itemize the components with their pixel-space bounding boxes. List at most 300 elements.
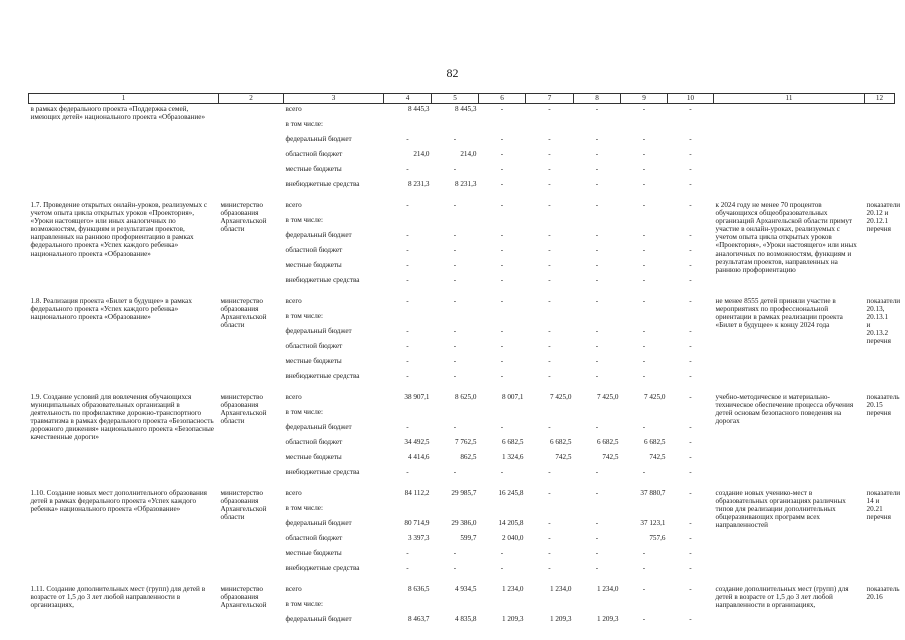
funding-source: в том числе: bbox=[285, 408, 323, 416]
funding-value: - bbox=[689, 615, 692, 623]
funding-value: - bbox=[689, 423, 692, 431]
funding-value bbox=[384, 599, 432, 614]
responsible-executor: министерство образования Архангельской области bbox=[220, 489, 267, 522]
funding-value bbox=[621, 311, 668, 326]
funding-value: - bbox=[595, 105, 599, 113]
funding-value: - bbox=[689, 105, 692, 113]
funding-source: всего bbox=[285, 297, 302, 305]
funding-source: областной бюджет bbox=[285, 150, 343, 158]
funding-value: - bbox=[689, 585, 692, 593]
funding-value: 1 209,3 bbox=[596, 615, 619, 623]
funding-source: всего bbox=[285, 393, 302, 401]
funding-value: 6 682,5 bbox=[549, 438, 572, 446]
funding-source: местные бюджеты bbox=[285, 165, 342, 173]
activity-name: 1.8. Реализация проекта «Билет в будущее» в рамках федерального проекта «Успех каждого ребенка» национального проекта «Образование» bbox=[30, 297, 192, 322]
funding-source: внебюджетные средства bbox=[285, 372, 360, 380]
funding-value: - bbox=[500, 549, 504, 557]
funding-value: - bbox=[453, 549, 457, 557]
funding-value: 8 007,1 bbox=[501, 393, 524, 401]
funding-value: - bbox=[453, 201, 457, 209]
funding-value bbox=[432, 407, 479, 422]
funding-value bbox=[384, 215, 432, 230]
funding-value bbox=[384, 407, 432, 422]
column-header-2: 2 bbox=[219, 94, 284, 104]
funding-value bbox=[574, 407, 621, 422]
funding-value: - bbox=[689, 327, 692, 335]
indicator-reference: показатели 20.13, 20.13.1 и 20.13.2 перечня bbox=[866, 297, 901, 346]
funding-value: - bbox=[406, 372, 409, 380]
funding-value: - bbox=[548, 165, 551, 173]
funding-value: 8 625,0 bbox=[454, 393, 477, 401]
funding-value: - bbox=[595, 261, 599, 269]
funding-source: в том числе: bbox=[285, 600, 323, 608]
funding-value: - bbox=[595, 534, 599, 542]
table-row bbox=[29, 392, 895, 407]
funding-value: - bbox=[453, 276, 457, 284]
funding-value: - bbox=[548, 372, 551, 380]
funding-value: - bbox=[642, 342, 646, 350]
funding-value: 7 762,5 bbox=[454, 438, 477, 446]
funding-value: 29 985,7 bbox=[451, 489, 477, 497]
funding-value: - bbox=[595, 246, 599, 254]
indicator-reference: показатели 14 и 20.21 перечня bbox=[866, 489, 901, 522]
funding-value bbox=[621, 119, 668, 134]
funding-value: 8 231,3 bbox=[407, 180, 430, 188]
funding-value: - bbox=[595, 180, 599, 188]
funding-value: - bbox=[500, 165, 504, 173]
funding-value: - bbox=[595, 489, 599, 497]
funding-value: - bbox=[595, 135, 599, 143]
funding-value: 742,5 bbox=[555, 453, 572, 461]
funding-source: в том числе: bbox=[285, 216, 323, 224]
funding-value: - bbox=[500, 246, 504, 254]
funding-value: - bbox=[689, 468, 692, 476]
funding-value: - bbox=[689, 261, 692, 269]
funding-value: - bbox=[689, 453, 692, 461]
table-row bbox=[29, 488, 895, 503]
funding-value: - bbox=[689, 549, 692, 557]
funding-value: - bbox=[453, 423, 457, 431]
funding-source: областной бюджет bbox=[285, 534, 343, 542]
expected-result bbox=[714, 104, 865, 195]
funding-value: - bbox=[642, 297, 646, 305]
funding-value: - bbox=[689, 519, 692, 527]
funding-value bbox=[432, 503, 479, 518]
funding-value bbox=[621, 599, 668, 614]
funding-value: - bbox=[500, 150, 504, 158]
column-header-3: 3 bbox=[284, 94, 384, 104]
funding-value: 16 245,8 bbox=[498, 489, 524, 497]
responsible-executor bbox=[219, 104, 284, 195]
funding-value: - bbox=[595, 549, 599, 557]
funding-value: - bbox=[453, 468, 457, 476]
column-header-5: 5 bbox=[432, 94, 479, 104]
column-header-7: 7 bbox=[526, 94, 574, 104]
responsible-executor: министерство образования Архангельской bbox=[220, 585, 267, 610]
funding-value bbox=[384, 311, 432, 326]
funding-value: 34 492,5 bbox=[404, 438, 430, 446]
funding-value bbox=[526, 311, 574, 326]
funding-value: - bbox=[548, 135, 551, 143]
funding-value: - bbox=[595, 276, 599, 284]
funding-value: - bbox=[406, 261, 409, 269]
funding-value: - bbox=[642, 549, 646, 557]
funding-value: - bbox=[642, 150, 646, 158]
funding-value: - bbox=[548, 423, 551, 431]
funding-source: областной бюджет bbox=[285, 438, 343, 446]
funding-source: внебюджетные средства bbox=[285, 468, 360, 476]
funding-value: 6 682,5 bbox=[643, 438, 666, 446]
funding-value: - bbox=[689, 489, 692, 497]
activity-name: 1.10. Создание новых мест дополнительного образования детей в рамках федерального проекта «Успех каждого ребенка» национального проекта «Образование» bbox=[30, 489, 207, 514]
funding-value: - bbox=[548, 231, 551, 239]
funding-value: 37 123,1 bbox=[640, 519, 666, 527]
funding-value: - bbox=[642, 261, 646, 269]
funding-value: - bbox=[500, 297, 504, 305]
funding-value: - bbox=[406, 276, 409, 284]
funding-value: 1 234,0 bbox=[549, 585, 572, 593]
funding-value: 38 907,1 bbox=[404, 393, 430, 401]
funding-value: - bbox=[642, 180, 646, 188]
expected-result: не менее 8555 детей приняли участие в мероприятиях по профессиональной ориентации в рамках реализации проекта «Билет в будущее» к концу 2024 года bbox=[715, 297, 843, 330]
funding-value: - bbox=[595, 150, 599, 158]
funding-value: - bbox=[453, 231, 457, 239]
table-row bbox=[29, 584, 895, 599]
funding-value: - bbox=[595, 297, 599, 305]
column-header-12: 12 bbox=[865, 94, 895, 104]
funding-value: 862,5 bbox=[460, 453, 477, 461]
funding-value: - bbox=[406, 357, 409, 365]
funding-value: - bbox=[453, 135, 457, 143]
table-row bbox=[29, 296, 895, 311]
funding-value: - bbox=[548, 549, 551, 557]
funding-value bbox=[479, 407, 526, 422]
funding-value bbox=[668, 503, 714, 518]
activity-name: 1.7. Проведение открытых онлайн-уроков, реализуемых с учетом опыта цикла открытых уроков «Проектория», «Уроки настоящего» или иных аналогичных по возможностям, функциям и результатам проектов, направленных на раннюю профориентацию в рамках федерального проекта «Успех каждого ребенка» национального проекта «Образование» bbox=[30, 201, 208, 258]
funding-source: федеральный бюджет bbox=[285, 519, 352, 527]
funding-source: всего bbox=[285, 105, 302, 113]
funding-value bbox=[479, 599, 526, 614]
expected-result: к 2024 году не менее 70 процентов обучающихся общеобразовательных организаций Архангельской области примут участие в онлайн-уроках, реализуемых с учетом опыта цикла открытых уроков «Проектория», «Уроки настоящего» или иных аналогичных по возможностям, функциям и результатам проектов, направленных на раннюю профориентацию bbox=[715, 201, 857, 274]
funding-value: - bbox=[453, 165, 457, 173]
funding-value bbox=[526, 119, 574, 134]
funding-value: - bbox=[500, 564, 504, 572]
funding-value bbox=[432, 215, 479, 230]
funding-value: - bbox=[500, 372, 504, 380]
funding-value bbox=[668, 311, 714, 326]
funding-source: местные бюджеты bbox=[285, 261, 342, 269]
funding-source: всего bbox=[285, 201, 302, 209]
funding-value: 7 425,0 bbox=[549, 393, 572, 401]
funding-value: - bbox=[642, 423, 646, 431]
funding-value bbox=[668, 599, 714, 614]
program-table bbox=[28, 93, 901, 629]
column-number-row bbox=[29, 94, 895, 104]
funding-value: - bbox=[548, 246, 551, 254]
funding-value: 2 040,0 bbox=[501, 534, 524, 542]
responsible-executor: министерство образования Архангельской области bbox=[220, 393, 267, 426]
funding-value: - bbox=[689, 180, 692, 188]
funding-value bbox=[668, 407, 714, 422]
column-header-4: 4 bbox=[384, 94, 432, 104]
funding-value: 1 234,0 bbox=[501, 585, 524, 593]
funding-value: - bbox=[500, 468, 504, 476]
indicator-reference: показатель 20.15 перечня bbox=[866, 393, 900, 418]
funding-value: - bbox=[548, 342, 551, 350]
funding-value: - bbox=[642, 165, 646, 173]
funding-value: 214,0 bbox=[460, 150, 477, 158]
activity-name: 1.9. Создание условий для вовлечения обучающихся муниципальных образовательных организаций в деятельность по профилактике дорожно-транспортного травматизма в рамках федерального проекта «Безопасность дорожного движения» национального проекта «Безопасные качественные дороги» bbox=[30, 393, 214, 442]
funding-value: - bbox=[689, 564, 692, 572]
funding-value: 8 231,3 bbox=[454, 180, 477, 188]
funding-value: - bbox=[406, 201, 409, 209]
funding-value: 7 425,0 bbox=[643, 393, 666, 401]
funding-source: внебюджетные средства bbox=[285, 564, 360, 572]
funding-value: - bbox=[500, 357, 504, 365]
funding-value: - bbox=[642, 468, 646, 476]
funding-value: - bbox=[406, 165, 409, 173]
funding-value: - bbox=[595, 423, 599, 431]
funding-value bbox=[384, 119, 432, 134]
funding-value: - bbox=[406, 246, 409, 254]
funding-source: областной бюджет bbox=[285, 246, 343, 254]
funding-value: - bbox=[689, 534, 692, 542]
funding-value: - bbox=[406, 549, 409, 557]
program-table-container bbox=[28, 93, 901, 629]
funding-value bbox=[621, 503, 668, 518]
activity-name: 1.11. Создание дополнительных мест (групп) для детей в возрасте от 1,5 до 3 лет любой направленности в организациях, bbox=[30, 585, 206, 610]
funding-value: - bbox=[689, 165, 692, 173]
funding-value: 29 386,0 bbox=[451, 519, 477, 527]
funding-value: - bbox=[595, 201, 599, 209]
funding-value: - bbox=[500, 135, 504, 143]
funding-value: - bbox=[595, 231, 599, 239]
funding-value: - bbox=[500, 231, 504, 239]
funding-value bbox=[668, 119, 714, 134]
funding-value: 80 714,9 bbox=[404, 519, 430, 527]
funding-source: местные бюджеты bbox=[285, 453, 342, 461]
table-body bbox=[29, 104, 901, 630]
funding-value: - bbox=[642, 105, 646, 113]
funding-value: - bbox=[453, 297, 457, 305]
funding-value: - bbox=[548, 327, 551, 335]
funding-value: - bbox=[642, 327, 646, 335]
funding-source: местные бюджеты bbox=[285, 357, 342, 365]
funding-value: - bbox=[689, 357, 692, 365]
funding-value: - bbox=[500, 180, 504, 188]
funding-value: 4 414,6 bbox=[407, 453, 430, 461]
funding-value: 757,6 bbox=[649, 534, 666, 542]
funding-value bbox=[432, 119, 479, 134]
funding-value: - bbox=[642, 357, 646, 365]
funding-value bbox=[574, 311, 621, 326]
funding-value: - bbox=[406, 468, 409, 476]
funding-value: - bbox=[500, 261, 504, 269]
funding-value: - bbox=[689, 393, 692, 401]
column-header-10: 10 bbox=[668, 94, 714, 104]
funding-value: 742,5 bbox=[649, 453, 666, 461]
funding-value: 8 445,3 bbox=[454, 105, 477, 113]
funding-value: - bbox=[595, 564, 599, 572]
funding-value: 8 445,3 bbox=[407, 105, 430, 113]
funding-value: - bbox=[548, 357, 551, 365]
responsible-executor: министерство образования Архангельской области bbox=[220, 297, 267, 330]
funding-source: местные бюджеты bbox=[285, 549, 342, 557]
funding-value: - bbox=[548, 201, 551, 209]
funding-value: 37 880,7 bbox=[640, 489, 666, 497]
expected-result: создание новых ученико-мест в образовательных организациях различных типов для реализации дополнительных общеразвивающих программ всех направленностей bbox=[715, 489, 846, 530]
funding-value: - bbox=[595, 327, 599, 335]
funding-value: 1 209,3 bbox=[501, 615, 524, 623]
activity-name: в рамках федерального проекта «Поддержка семей, имеющих детей» национального проекта «Образование» bbox=[30, 105, 206, 122]
funding-source: федеральный бюджет bbox=[285, 135, 352, 143]
funding-value: - bbox=[642, 246, 646, 254]
funding-value bbox=[574, 503, 621, 518]
funding-value: - bbox=[548, 150, 551, 158]
funding-value: - bbox=[689, 438, 692, 446]
funding-value bbox=[384, 503, 432, 518]
funding-value bbox=[479, 119, 526, 134]
funding-value: 7 425,0 bbox=[596, 393, 619, 401]
funding-value: - bbox=[548, 276, 551, 284]
funding-value: 84 112,2 bbox=[404, 489, 430, 497]
funding-value: - bbox=[500, 201, 504, 209]
funding-value: - bbox=[453, 246, 457, 254]
funding-value: - bbox=[642, 276, 646, 284]
funding-value: - bbox=[548, 564, 551, 572]
column-header-8: 8 bbox=[574, 94, 621, 104]
funding-value: - bbox=[642, 564, 646, 572]
funding-value: - bbox=[689, 231, 692, 239]
funding-value: - bbox=[406, 423, 409, 431]
funding-value: - bbox=[548, 534, 551, 542]
column-header-11: 11 bbox=[714, 94, 865, 104]
funding-value: 1 324,6 bbox=[501, 453, 524, 461]
funding-value: - bbox=[548, 261, 551, 269]
funding-value: 1 234,0 bbox=[596, 585, 619, 593]
funding-value: - bbox=[500, 327, 504, 335]
funding-source: в том числе: bbox=[285, 504, 323, 512]
funding-value: - bbox=[595, 165, 599, 173]
funding-source: всего bbox=[285, 585, 302, 593]
funding-value: - bbox=[595, 342, 599, 350]
funding-value: - bbox=[689, 297, 692, 305]
funding-value: - bbox=[453, 372, 457, 380]
funding-value: - bbox=[406, 135, 409, 143]
funding-value: - bbox=[689, 342, 692, 350]
funding-value bbox=[479, 215, 526, 230]
funding-source: внебюджетные средства bbox=[285, 276, 360, 284]
funding-value bbox=[526, 215, 574, 230]
funding-value bbox=[574, 215, 621, 230]
table-row bbox=[29, 200, 895, 215]
funding-value bbox=[621, 215, 668, 230]
expected-result: учебно-методическое и материально-техническое обеспечение процесса обучения детей основам безопасного поведения на дорогах bbox=[715, 393, 854, 426]
funding-value: - bbox=[595, 519, 599, 527]
expected-result: создание дополнительных мест (групп) для детей в возрасте от 1,5 до 3 лет любой направленности в организациях, bbox=[715, 585, 849, 610]
funding-value: - bbox=[642, 372, 646, 380]
column-header-1: 1 bbox=[29, 94, 219, 104]
funding-value bbox=[574, 119, 621, 134]
funding-value bbox=[432, 599, 479, 614]
funding-source: федеральный бюджет bbox=[285, 231, 352, 239]
funding-source: в том числе: bbox=[285, 120, 323, 128]
funding-value: - bbox=[406, 342, 409, 350]
funding-value: - bbox=[642, 135, 646, 143]
table-row bbox=[29, 104, 895, 120]
funding-source: федеральный бюджет bbox=[285, 615, 352, 623]
funding-source: федеральный бюджет bbox=[285, 327, 352, 335]
funding-value: - bbox=[689, 276, 692, 284]
funding-value: - bbox=[548, 105, 551, 113]
funding-value: - bbox=[689, 246, 692, 254]
funding-value bbox=[621, 407, 668, 422]
funding-value: - bbox=[500, 342, 504, 350]
funding-value bbox=[526, 407, 574, 422]
funding-value: - bbox=[548, 519, 551, 527]
funding-value: 1 209,3 bbox=[549, 615, 572, 623]
funding-value: - bbox=[689, 135, 692, 143]
funding-value: 8 636,5 bbox=[407, 585, 430, 593]
funding-value: - bbox=[595, 372, 599, 380]
funding-value: - bbox=[642, 231, 646, 239]
funding-value: 14 205,8 bbox=[498, 519, 524, 527]
funding-value bbox=[432, 311, 479, 326]
funding-value: 3 397,3 bbox=[407, 534, 430, 542]
funding-value: 599,7 bbox=[460, 534, 477, 542]
funding-value: 214,0 bbox=[413, 150, 430, 158]
responsible-executor: министерство образования Архангельской области bbox=[220, 201, 267, 234]
funding-value: - bbox=[406, 297, 409, 305]
funding-value: 742,5 bbox=[602, 453, 619, 461]
funding-source: федеральный бюджет bbox=[285, 423, 352, 431]
funding-value: - bbox=[548, 180, 551, 188]
funding-value: 8 463,7 bbox=[407, 615, 430, 623]
funding-value bbox=[479, 503, 526, 518]
indicator-reference: показатель 20.16 bbox=[866, 585, 900, 602]
funding-value: - bbox=[453, 327, 457, 335]
funding-value: - bbox=[548, 489, 551, 497]
funding-value bbox=[574, 599, 621, 614]
funding-value: - bbox=[642, 585, 646, 593]
funding-value: - bbox=[453, 342, 457, 350]
funding-value bbox=[668, 215, 714, 230]
page-number: 82 bbox=[446, 66, 459, 80]
funding-value: - bbox=[453, 261, 457, 269]
funding-value: - bbox=[500, 105, 504, 113]
funding-value: - bbox=[453, 564, 457, 572]
funding-value: - bbox=[453, 357, 457, 365]
funding-value: 4 934,5 bbox=[454, 585, 477, 593]
funding-value: - bbox=[548, 297, 551, 305]
funding-value: - bbox=[642, 615, 646, 623]
indicator-reference: показатели 20.12 и 20.12.1 перечня bbox=[866, 201, 901, 234]
funding-value: 6 682,5 bbox=[501, 438, 524, 446]
funding-value: - bbox=[500, 423, 504, 431]
funding-value bbox=[526, 503, 574, 518]
funding-value: - bbox=[689, 150, 692, 158]
indicator-reference bbox=[865, 104, 895, 195]
column-header-9: 9 bbox=[621, 94, 668, 104]
funding-value: - bbox=[406, 564, 409, 572]
funding-value: 6 682,5 bbox=[596, 438, 619, 446]
funding-value: - bbox=[406, 327, 409, 335]
funding-value bbox=[526, 599, 574, 614]
funding-source: областной бюджет bbox=[285, 342, 343, 350]
funding-value: - bbox=[595, 468, 599, 476]
funding-source: всего bbox=[285, 489, 302, 497]
funding-value: - bbox=[548, 468, 551, 476]
